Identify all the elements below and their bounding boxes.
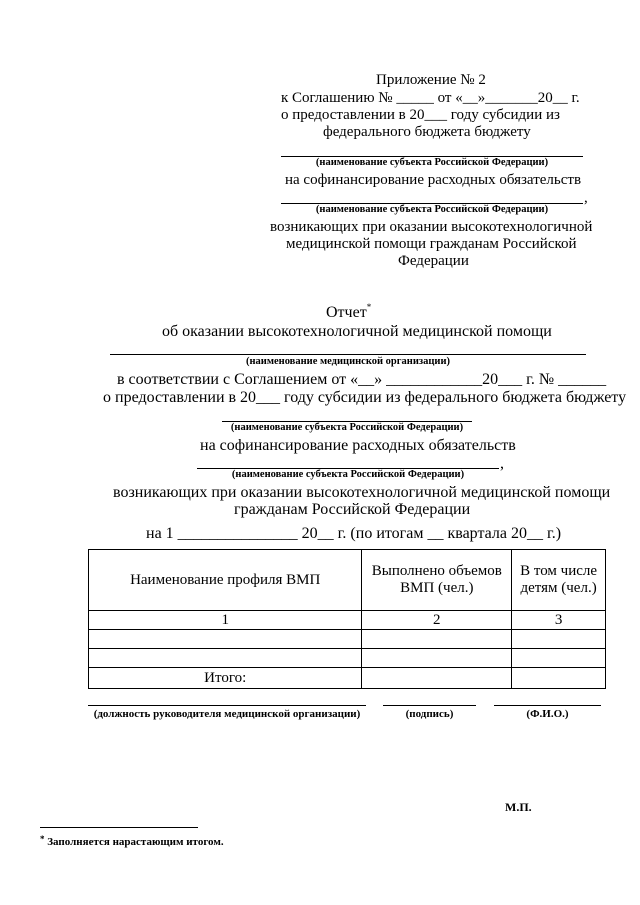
footnote-divider (40, 827, 198, 828)
medical-org-field[interactable] (110, 354, 586, 355)
appendix-medical-line: медицинской помощи гражданам Российской (286, 236, 577, 252)
table-total-row (89, 668, 606, 689)
table-number-row (89, 611, 606, 630)
header-profile: Наименование профиля ВМП (89, 550, 362, 611)
appendix-agreement-line: к Соглашению № _____ от «__»_______20__ г. (281, 90, 580, 106)
vmp-table (88, 549, 606, 689)
report-arising-line-1: возникающих при оказании высокотехнологичной медицинской помощи (113, 484, 611, 501)
appendix-arising-line: возникающих при оказании высокотехнологичной (270, 219, 593, 235)
appendix-comma: , (584, 190, 588, 206)
footnote-text: Заполняется нарастающим итогом. (47, 836, 224, 848)
appendix-title: Приложение № 2 (376, 72, 486, 88)
table-cell[interactable] (89, 630, 362, 649)
subject-caption-3: (наименование субъекта Российской Федерации) (230, 422, 464, 433)
appendix-federation-line: Федерации (398, 253, 469, 269)
report-title: Отчет* (326, 302, 372, 321)
header-volume: Выполнено объемов ВМП (чел.) (362, 550, 512, 611)
total-children-cell[interactable] (512, 668, 606, 689)
table-row (89, 630, 606, 649)
position-field[interactable] (88, 705, 366, 706)
stamp-place: М.П. (505, 800, 532, 814)
footnote-mark: * (366, 302, 372, 312)
report-arising-line-2: гражданам Российской Федерации (234, 501, 471, 518)
full-name-field[interactable] (494, 705, 601, 706)
subject-name-caption: (наименование субъекта Российской Федерации) (315, 157, 549, 168)
footnote (40, 836, 224, 848)
full-name-caption: (Ф.И.О.) (526, 708, 569, 720)
subject-name-caption-2: (наименование субъекта Российской Федерации) (315, 204, 549, 215)
appendix-cofin-line: на софинансирование расходных обязательств (285, 172, 582, 188)
column-number-2: 2 (362, 611, 512, 630)
table-cell[interactable] (362, 630, 512, 649)
signature-field[interactable] (383, 705, 476, 706)
table-header-row (89, 550, 606, 611)
table-cell[interactable] (512, 630, 606, 649)
appendix-subsidy-line: о предоставлении в 20___ году субсидии из (281, 107, 560, 123)
medical-org-caption: (наименование медицинской организации) (245, 356, 450, 367)
signature-caption: (подпись) (405, 708, 454, 720)
total-volume-cell[interactable] (362, 668, 512, 689)
report-date-line: на 1 _______________ 20__ г. (по итогам __ квартала 20__ г.) (146, 525, 562, 542)
table-row (89, 649, 606, 668)
report-cofin-line: на софинансирование расходных обязательств (200, 437, 516, 454)
column-number-3: 3 (512, 611, 606, 630)
report-agreement-line: в соответствии с Соглашением от «__» ____________20___ г. № ______ (117, 371, 607, 388)
table-cell[interactable] (512, 649, 606, 668)
position-caption: (должность руководителя медицинской организации) (93, 708, 361, 720)
report-subtitle: об оказании высокотехнологичной медицинской помощи (162, 323, 552, 340)
column-number-1: 1 (89, 611, 362, 630)
subject-caption-4: (наименование субъекта Российской Федерации) (231, 469, 465, 480)
report-comma: , (500, 455, 504, 472)
table-cell[interactable] (362, 649, 512, 668)
appendix-budget-line: федерального бюджета бюджету (323, 124, 531, 140)
report-subsidy-line: о предоставлении в 20___ году субсидии из федерального бюджета бюджету (103, 389, 627, 406)
total-label: Итого: (89, 668, 362, 689)
header-children: В том числе детям (чел.) (512, 550, 606, 611)
footnote-mark: * (40, 834, 45, 844)
table-cell[interactable] (89, 649, 362, 668)
